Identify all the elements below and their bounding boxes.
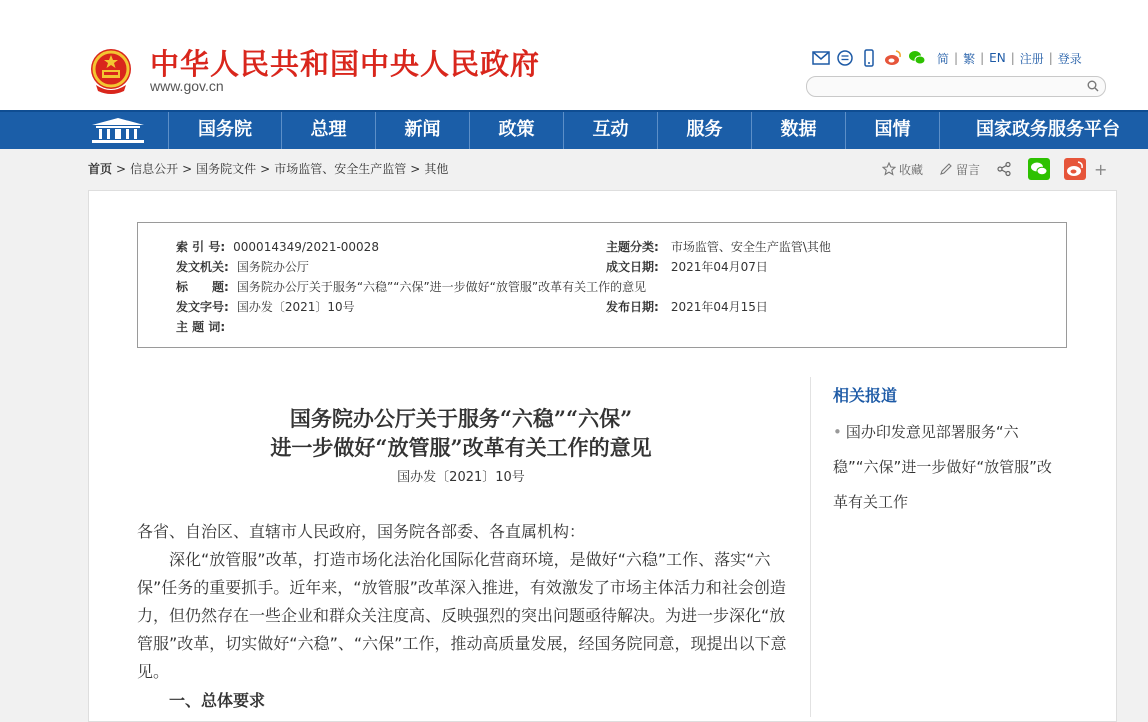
site-title[interactable]: 中华人民共和国中央人民政府: [150, 47, 541, 81]
related-link[interactable]: 国办印发意见部署服务“六稳”“六保”进一步做好“放管服”改革有关工作: [833, 423, 1052, 511]
nav-item-data[interactable]: 数据: [751, 112, 845, 149]
login-link[interactable]: 登录: [1057, 51, 1082, 66]
meta-publish-row: [606, 298, 768, 315]
meta-issuer-row: [176, 258, 309, 275]
meta-label: 主题分类:: [606, 240, 659, 254]
pencil-icon[interactable]: [939, 162, 953, 176]
weibo-icon[interactable]: [884, 49, 902, 67]
related-title: 相关报道: [833, 386, 898, 405]
share-icon[interactable]: [996, 161, 1012, 177]
wechat-icon: [1028, 158, 1050, 180]
document-title-line: 进一步做好“放管服”改革有关工作的意见: [270, 435, 652, 460]
bullet-icon: •: [833, 423, 842, 441]
breadcrumb-item[interactable]: 市场监管、安全生产监管: [274, 162, 407, 176]
related-item[interactable]: [833, 415, 1061, 520]
section-heading: 一、总体要求: [169, 691, 266, 710]
document-title: [137, 404, 785, 462]
document-metadata: [137, 222, 1067, 348]
share-bar: [882, 158, 1107, 180]
nav-item-state-council[interactable]: 国务院: [168, 112, 281, 149]
site-url[interactable]: www.gov.cn: [150, 78, 224, 94]
document-number: 国办发〔2021〕10号: [397, 470, 525, 485]
breadcrumb-arrow: >: [260, 162, 271, 176]
nav-item-interaction[interactable]: 互动: [563, 112, 657, 149]
document-title-line: 国务院办公厅关于服务“六稳”“六保”: [289, 406, 633, 431]
nav-items: [168, 112, 1148, 149]
body-paragraph: 深化“放管服”改革，打造市场化法治化国际化营商环境，是做好“六稳”工作、落实“六保”任务的重要抓手。近年来，“放管服”改革深入推进，有效激发了市场主体活力和社会创造力，但仍然存在一些企业和群众关注度高、反映强烈的突出问题亟待解决。为进一步深化“放管服”改革，切实做好“六稳”、“六保”工作，推动高质量发展，经国务院同意，现提出以下意见。: [137, 550, 787, 681]
meta-value: 国办发〔2021〕10号: [236, 300, 355, 314]
star-icon[interactable]: [882, 162, 896, 176]
register-link[interactable]: 注册: [1019, 51, 1044, 66]
national-emblem-icon[interactable]: [88, 47, 134, 95]
related-reports: [810, 377, 1101, 717]
meta-date-row: [606, 258, 768, 275]
mail-icon[interactable]: [812, 49, 830, 67]
meta-subject-row: [606, 238, 831, 255]
nav-item-national-info[interactable]: 国情: [845, 112, 939, 149]
message-icon[interactable]: [836, 49, 854, 67]
meta-index-row: [176, 238, 379, 255]
meta-value: 2021年04月15日: [670, 300, 768, 314]
meta-value: 国务院办公厅: [236, 260, 309, 274]
lang-english-link[interactable]: EN: [989, 51, 1006, 65]
separator: |: [980, 51, 985, 65]
lang-simplified-link[interactable]: 简: [937, 51, 950, 66]
meta-title-row: [176, 278, 646, 295]
separator: |: [954, 51, 959, 65]
more-share-button[interactable]: +: [1094, 159, 1108, 179]
nav-item-news[interactable]: 新闻: [375, 112, 469, 149]
main-nav: [0, 110, 1148, 149]
breadcrumb-item[interactable]: 其他: [424, 162, 449, 176]
breadcrumb-arrow: >: [410, 162, 421, 176]
breadcrumb-item[interactable]: 国务院文件: [196, 162, 257, 176]
document-body: [137, 518, 789, 686]
wechat-share-button[interactable]: [1028, 158, 1050, 180]
favorite-button[interactable]: 收藏: [899, 162, 924, 177]
meta-label: 成文日期:: [606, 260, 659, 274]
meta-value: 000014349/2021-00028: [233, 240, 379, 254]
comment-button[interactable]: 留言: [956, 162, 981, 177]
separator: |: [1010, 51, 1015, 65]
meta-label: 标 题:: [176, 280, 229, 294]
meta-docno-row: [176, 298, 355, 315]
meta-label: 发文机关:: [176, 260, 229, 274]
nav-item-service[interactable]: 服务: [657, 112, 751, 149]
salutation: 各省、自治区、直辖市人民政府，国务院各部委、各直属机构：: [137, 522, 586, 541]
weibo-icon: [1064, 158, 1086, 180]
search-icon[interactable]: [1087, 80, 1099, 92]
home-building-icon[interactable]: [88, 115, 148, 145]
meta-value: 国务院办公厅关于服务“六稳”“六保”进一步做好“放管服”改革有关工作的意见: [236, 280, 647, 294]
site-header: [0, 0, 1148, 110]
weibo-share-button[interactable]: [1064, 158, 1086, 180]
breadcrumb: [88, 160, 448, 177]
separator: |: [1048, 51, 1053, 65]
nav-item-policy[interactable]: 政策: [469, 112, 563, 149]
meta-label: 发文字号:: [176, 300, 229, 314]
meta-label: 索 引 号:: [176, 240, 226, 254]
breadcrumb-item[interactable]: 信息公开: [130, 162, 179, 176]
search-input[interactable]: [806, 76, 1106, 97]
breadcrumb-arrow: >: [116, 162, 127, 176]
lang-traditional-link[interactable]: 繁: [963, 51, 976, 66]
top-tools: [812, 48, 1087, 68]
wechat-icon[interactable]: [908, 49, 926, 67]
nav-item-premier[interactable]: 总理: [281, 112, 375, 149]
meta-value: 2021年04月07日: [670, 260, 768, 274]
breadcrumb-arrow: >: [182, 162, 193, 176]
breadcrumb-home[interactable]: 首页: [88, 162, 113, 176]
meta-label: 发布日期:: [606, 300, 659, 314]
meta-label: 主 题 词:: [176, 320, 226, 334]
meta-value: 市场监管、安全生产监管\其他: [670, 240, 831, 254]
mobile-icon[interactable]: [860, 49, 878, 67]
meta-keywords-row: [176, 318, 225, 335]
nav-item-gov-service-platform[interactable]: 国家政务服务平台: [939, 112, 1148, 149]
